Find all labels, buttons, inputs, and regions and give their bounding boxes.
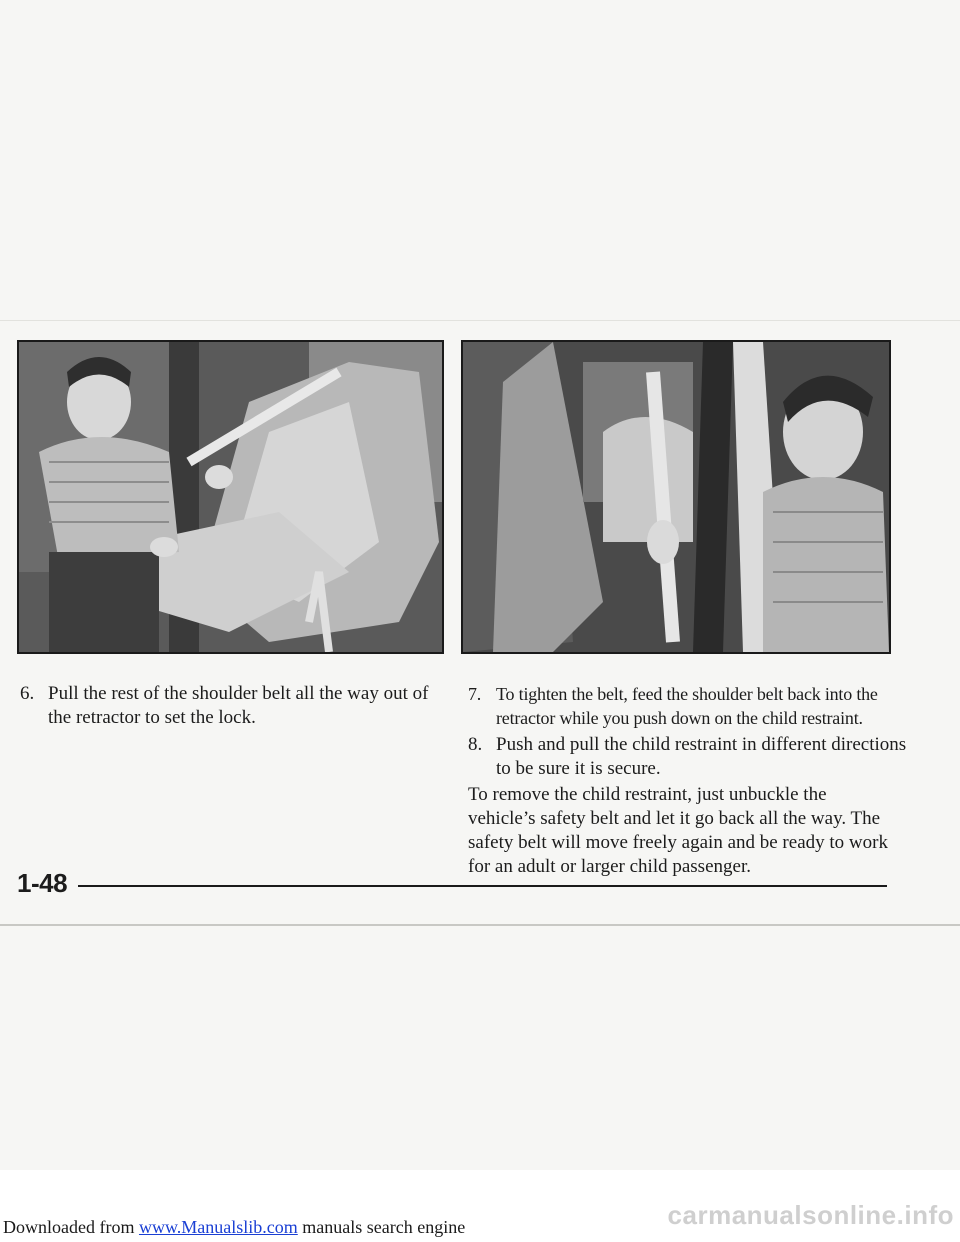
step-8-text — [468, 733, 916, 781]
illustration-left — [19, 342, 442, 652]
footer-rule — [78, 885, 887, 887]
remove-restraint-paragraph: To remove the child restraint, just unbuckle the vehicle’s safety belt and let it go back all the way. The safety belt will move freely again and be ready to work for an adult or larger child passenger. — [468, 784, 888, 877]
manualslib-link[interactable]: www.Manualslib.com — [138, 1217, 298, 1237]
step-body: Push and pull the child restraint in different directions to be sure it is secure. — [496, 734, 907, 779]
step-6-text — [20, 682, 453, 730]
watermark: carmanualsonline.info — [667, 1200, 954, 1230]
top-scan-line — [0, 320, 960, 321]
step-number: 8. — [468, 734, 483, 755]
step-body: To tighten the belt, feed the shoulder belt back into the retractor while you push down on the child restraint. — [496, 684, 878, 728]
illustration-right — [463, 342, 889, 652]
step-7-text — [468, 682, 916, 730]
step-body: Pull the rest of the shoulder belt all the way out of the retractor to set the lock. — [48, 683, 429, 728]
step-number: 7. — [468, 684, 482, 704]
scan-edge-line — [0, 924, 960, 926]
download-footer — [0, 1170, 960, 1242]
page-number: 1-48 — [17, 868, 68, 898]
footer-suffix: manuals search engine — [297, 1217, 466, 1237]
footer-prefix: Downloaded from — [3, 1217, 139, 1237]
figure-feed-belt-back — [461, 340, 891, 654]
step-number: 6. — [20, 683, 35, 704]
footer-text — [3, 1217, 465, 1238]
figure-pull-belt-out — [17, 340, 444, 654]
